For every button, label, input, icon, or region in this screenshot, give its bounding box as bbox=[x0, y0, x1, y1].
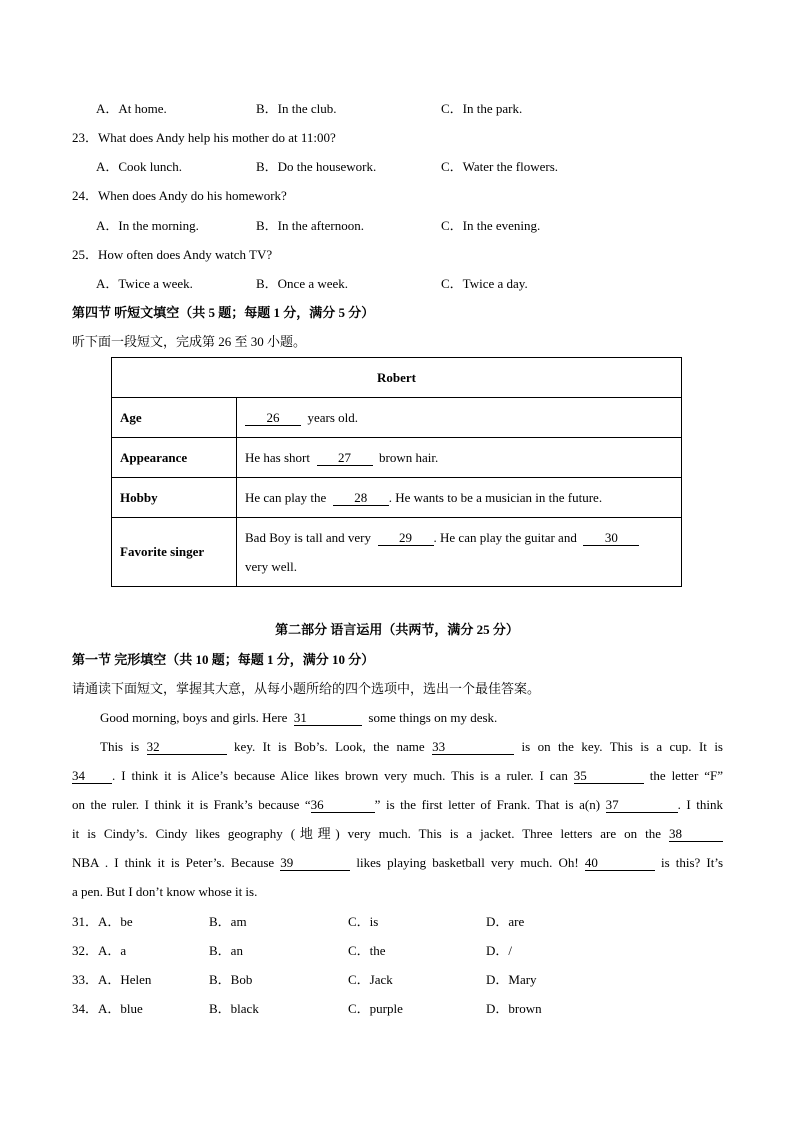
passage-line-3 bbox=[72, 761, 723, 790]
passage-text: NBA . I think it is Peter’s. Because bbox=[72, 855, 275, 870]
q24-option-b: B．In the afternoon. bbox=[256, 218, 364, 233]
passage-text: This is bbox=[100, 739, 140, 754]
blank-30: 30 bbox=[583, 531, 639, 546]
q25-stem: 25．How often does Andy watch TV? bbox=[72, 247, 273, 262]
q24-option-c: C．In the evening. bbox=[441, 218, 541, 233]
q33-option-a: 33．A．Helen bbox=[72, 972, 152, 987]
passage-text: some things on my desk. bbox=[368, 710, 498, 725]
part2-section1-heading: 第一节 完形填空（共 10 题；每题 1 分，满分 10 分） bbox=[72, 652, 375, 667]
cloze-passage bbox=[72, 703, 723, 906]
passage-text: . I think bbox=[677, 797, 723, 812]
blank-40: 40 bbox=[585, 856, 655, 871]
passage-text: on the ruler. I think it is Frank’s because “ bbox=[72, 797, 311, 812]
passage-text: likes playing basketball very much. Oh! bbox=[356, 855, 579, 870]
passage-line-2 bbox=[72, 732, 723, 761]
appearance-cell bbox=[237, 438, 682, 478]
q23-stem: 23．What does Andy help his mother do at 11:00? bbox=[72, 130, 336, 145]
q34-option-b: B．black bbox=[209, 1001, 259, 1016]
table-title: Robert bbox=[112, 358, 682, 398]
q31-option-c: C．is bbox=[348, 914, 379, 929]
singer-tail: very well. bbox=[245, 559, 297, 574]
q32-option-b: B．an bbox=[209, 943, 243, 958]
appearance-tail: brown hair. bbox=[379, 449, 439, 465]
q24-stem: 24．When does Andy do his homework? bbox=[72, 188, 287, 203]
robert-info-table bbox=[111, 357, 682, 587]
passage-text: it is Cindy’s. Cindy likes geography (地理) very much. This is a jacket. Three letters are on the bbox=[72, 826, 661, 841]
passage-text: key. It is Bob’s. Look, the name bbox=[234, 739, 425, 754]
q22-option-c: C．In the park. bbox=[441, 101, 523, 116]
q25-option-b: B．Once a week. bbox=[256, 276, 349, 291]
part2-instruction: 请通读下面短文，掌握其大意，从每小题所给的四个选项中，选出一个最佳答案。 bbox=[72, 681, 541, 696]
passage-text: is this? It’s bbox=[660, 855, 724, 870]
q31-option-b: B．am bbox=[209, 914, 247, 929]
blank-38: 38 bbox=[669, 827, 723, 842]
q33-option-c: C．Jack bbox=[348, 972, 393, 987]
singer-pre: Bad Boy is tall and very bbox=[245, 530, 372, 545]
q34-option-c: C．purple bbox=[348, 1001, 403, 1016]
appearance-pre: He has short bbox=[245, 449, 310, 465]
q23-option-b: B．Do the housework. bbox=[256, 159, 377, 174]
q32-option-d: D．/ bbox=[486, 943, 513, 958]
singer-cell bbox=[237, 518, 682, 587]
hobby-cell bbox=[237, 478, 682, 518]
q23-option-c: C．Water the flowers. bbox=[441, 159, 559, 174]
age-label: Age bbox=[112, 398, 237, 438]
passage-text: . I think it is Alice’s because Alice likes brown very much. This is a ruler. I can bbox=[112, 768, 568, 783]
passage-text: Good morning, boys and girls. Here bbox=[100, 710, 288, 725]
hobby-tail: . He wants to be a musician in the future. bbox=[388, 489, 603, 505]
q25-option-a: A．Twice a week. bbox=[96, 276, 193, 291]
passage-line-6 bbox=[72, 848, 723, 877]
blank-36: 36 bbox=[311, 798, 375, 813]
blank-27: 27 bbox=[317, 451, 373, 466]
passage-text: the letter “F” bbox=[649, 768, 723, 783]
q34-option-d: D．brown bbox=[486, 1001, 542, 1016]
hobby-pre: He can play the bbox=[245, 489, 327, 505]
appearance-label: Appearance bbox=[112, 438, 237, 478]
age-tail: years old. bbox=[307, 409, 359, 425]
q32-option-a: 32．A．a bbox=[72, 943, 127, 958]
q22-option-b: B．In the club. bbox=[256, 101, 337, 116]
passage-line-5 bbox=[72, 819, 723, 848]
part2-heading: 第二部分 语言运用（共两节，满分 25 分） bbox=[275, 622, 519, 637]
q33-option-b: B．Bob bbox=[209, 972, 253, 987]
q31-option-d: D．are bbox=[486, 914, 525, 929]
q23-option-a: A．Cook lunch. bbox=[96, 159, 182, 174]
q31-option-a: 31．A．be bbox=[72, 914, 133, 929]
blank-32: 32 bbox=[147, 740, 227, 755]
section4-heading: 第四节 听短文填空（共 5 题；每题 1 分，满分 5 分） bbox=[72, 305, 375, 320]
passage-text: ” is the first letter of Frank. That is a(n) bbox=[374, 797, 601, 812]
passage-text: is on the key. This is a cup. It is bbox=[521, 739, 723, 754]
passage-line-4 bbox=[72, 790, 723, 819]
blank-39: 39 bbox=[280, 856, 350, 871]
singer-mid: . He can play the guitar and bbox=[433, 530, 577, 545]
section4-instruction: 听下面一段短文，完成第 26 至 30 小题。 bbox=[72, 334, 307, 349]
singer-label: Favorite singer bbox=[112, 518, 237, 587]
passage-line-7: a pen. But I don’t know whose it is. bbox=[72, 884, 258, 899]
age-cell bbox=[237, 398, 682, 438]
blank-28: 28 bbox=[333, 491, 389, 506]
blank-26: 26 bbox=[245, 411, 301, 426]
q22-option-a: A．At home. bbox=[96, 101, 167, 116]
blank-35: 35 bbox=[574, 769, 644, 784]
q24-option-a: A．In the morning. bbox=[96, 218, 199, 233]
q33-option-d: D．Mary bbox=[486, 972, 537, 987]
blank-33: 33 bbox=[432, 740, 514, 755]
blank-31: 31 bbox=[294, 711, 362, 726]
blank-34: 34 bbox=[72, 769, 112, 784]
q32-option-c: C．the bbox=[348, 943, 386, 958]
passage-line-1 bbox=[72, 703, 723, 732]
blank-29: 29 bbox=[378, 531, 434, 546]
q25-option-c: C．Twice a day. bbox=[441, 276, 528, 291]
q34-option-a: 34．A．blue bbox=[72, 1001, 143, 1016]
blank-37: 37 bbox=[606, 798, 678, 813]
hobby-label: Hobby bbox=[112, 478, 237, 518]
